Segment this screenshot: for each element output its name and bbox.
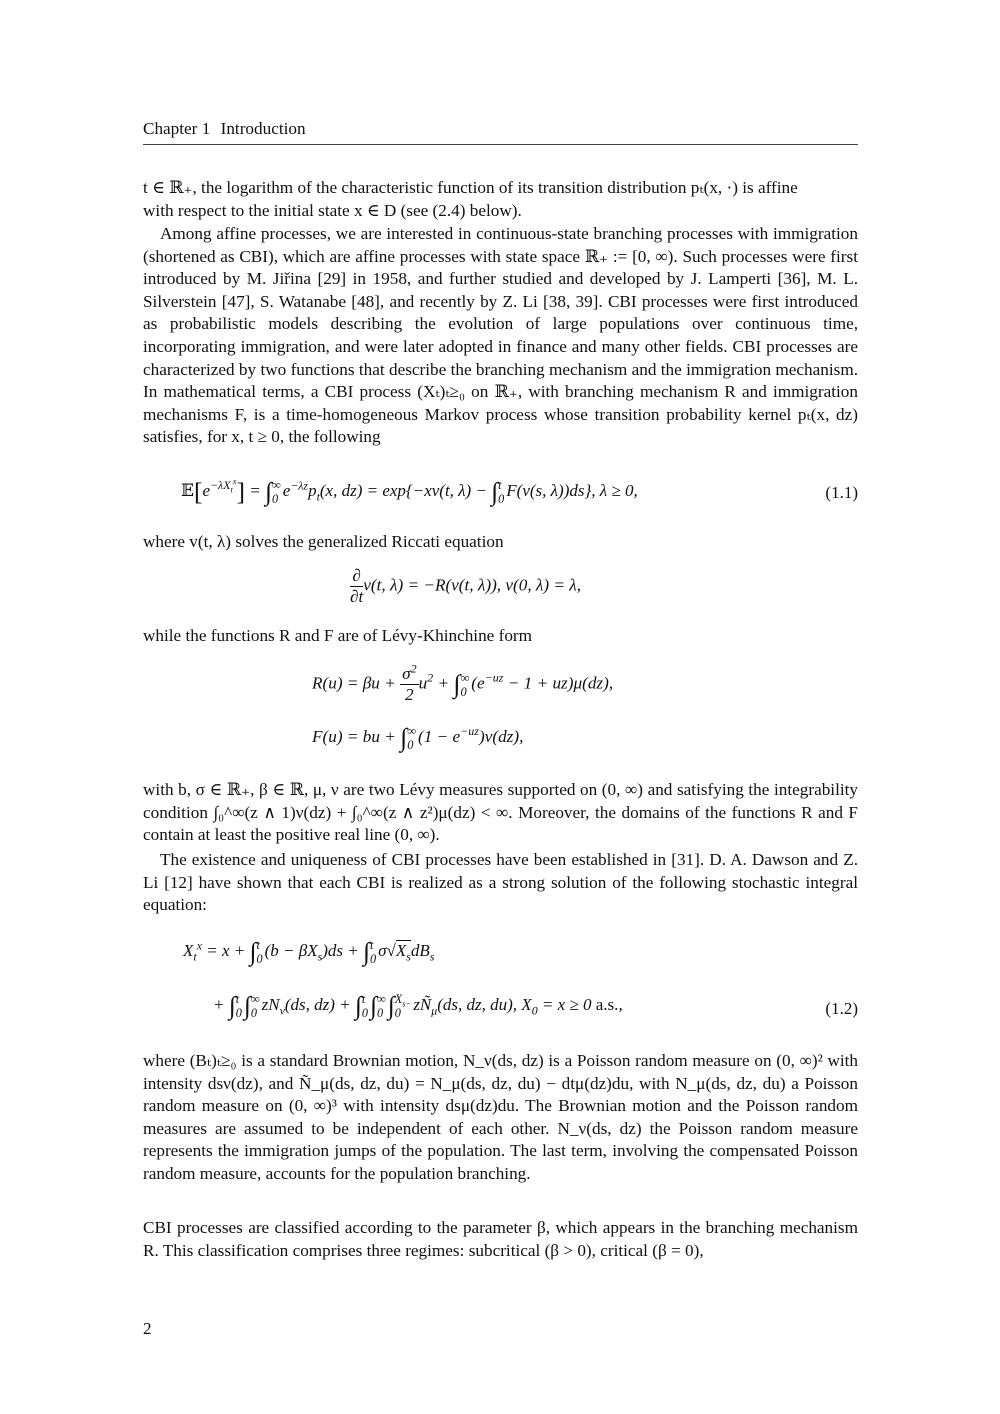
paragraph-3-text: where v(t, λ) solves the generalized Riccati equation (143, 532, 504, 551)
chapter-title: Introduction (220, 119, 306, 138)
paragraph-1-line-1: t ∈ ℝ₊, the logarithm of the characteristic function of its transition distribution pₜ(x, ·) is affine (143, 178, 798, 197)
paragraph-7 (143, 1050, 858, 1186)
paragraph-6 (143, 849, 858, 917)
equation-1-1: $𝔼[e^{-\lambda X_t^x}]$ = ∫ ∞ 0 $e^{-\lambda z}p_t(x$, dz) = exp{−xv(t, λ) − ∫ t 0 F(v(s, λ))ds}, λ ≥ 0, (1.1) (181, 476, 858, 506)
paragraph-5-text: with b, σ ∈ ℝ₊, β ∈ ℝ, μ, ν are two Lévy measures supported on (0, ∞) and satisfying the integrability condition ∫₀^∞(z ∧ 1)ν(dz) + ∫₀^∞(z ∧ z²)μ(dz) < ∞. Moreover, the domains of the functions R and F contain at least the positive real line (0, ∞). (143, 780, 858, 845)
paragraph-1-line-2: with respect to the initial state x ∈ D (see (2.4) below). (143, 200, 522, 220)
paragraph-2 (143, 223, 858, 449)
paragraph-8-text: CBI processes are classified according to the parameter β, which appears in the branching mechanism R. This classification comprises three regimes: subcritical (β > 0), critical (β = 0), (143, 1218, 858, 1260)
paragraph-8 (143, 1217, 858, 1262)
equation-1-2: $X_t^x = x$ + ∫ t 0 $(b - \beta X_s)ds$ + ∫ t 0 $\sigma√X_sdB_s$ + ∫ t 0 ∫ ∞ 0 $zN_\nu(ds$, dz) + ∫ t 0 ∫ ∞ 0 ∫ $X_{s-}$ 0 $zÑ_\mu(ds$, dz, du), $X_0 = x \ge 0$ a.s., (1.2) (183, 936, 858, 1020)
paragraph-4-text: while the functions R and F are of Lévy-Khinchine form (143, 626, 533, 645)
paragraph-5 (143, 779, 858, 847)
paragraph-6-text: The existence and uniqueness of CBI processes have been established in [31]. D. A. Dawson and Z. Li [12] have shown that each CBI is realized as a strong solution of the following stochastic integral equation: (143, 850, 858, 915)
equation-1-1-number: (1.1) (825, 483, 858, 502)
paragraph-3 (143, 531, 858, 554)
paragraph-4 (143, 625, 858, 648)
chapter-label: Chapter 1 (143, 119, 211, 138)
paragraph-2-text: Among affine processes, we are interested in continuous-state branching processes with immigration (shortened as CBI), which are affine processes with state space ℝ₊ := [0, ∞). Such processes were first introduced by M. Jiřina [29] in 1958, and further studied and developed by J. Lamperti [36], M. L. Silverstein [47], S. Watanabe [48], and recently by Z. Li [38, 39]. CBI processes were first introduced as probabilistic models describing the evolution of large populations over continuous time, incorporating immigration, and were later adopted in finance and many other fields. CBI processes are characterized by two functions that describe the branching mechanism and the immigration mechanism. In mathematical terms, a CBI process (Xₜ)ₜ≥₀ on ℝ₊, with branching mechanism R and immigration mechanisms F, is a time-homogeneous Markov process whose transition probability kernel pₜ(x, dz) satisfies, for x, t ≥ 0, the following (143, 224, 858, 447)
running-header (143, 118, 858, 145)
almost-surely-text: a.s. (595, 994, 619, 1014)
equation-1-2-number: (1.2) (825, 999, 858, 1018)
paragraph-1 (143, 177, 858, 222)
page-number: 2 (143, 1319, 152, 1338)
paragraph-7-text: where (Bₜ)ₜ≥₀ is a standard Brownian motion, N_ν(ds, dz) is a Poisson random measure on (0, ∞)² with intensity dsν(dz), and Ñ_μ(ds, dz, du) = N_μ(ds, dz, du) − dtμ(dz)du, with N_μ(ds, dz, du) a Poisson random measure on (0, ∞)³ with intensity dsμ(dz)du. The Brownian motion and the Poisson random measures are assumed to be independent of each other. N_ν(ds, dz) the Poisson random measure represents the immigration jumps of the population. The last term, involving the compensated Poisson random measure, accounts for the population branching. (143, 1051, 858, 1183)
